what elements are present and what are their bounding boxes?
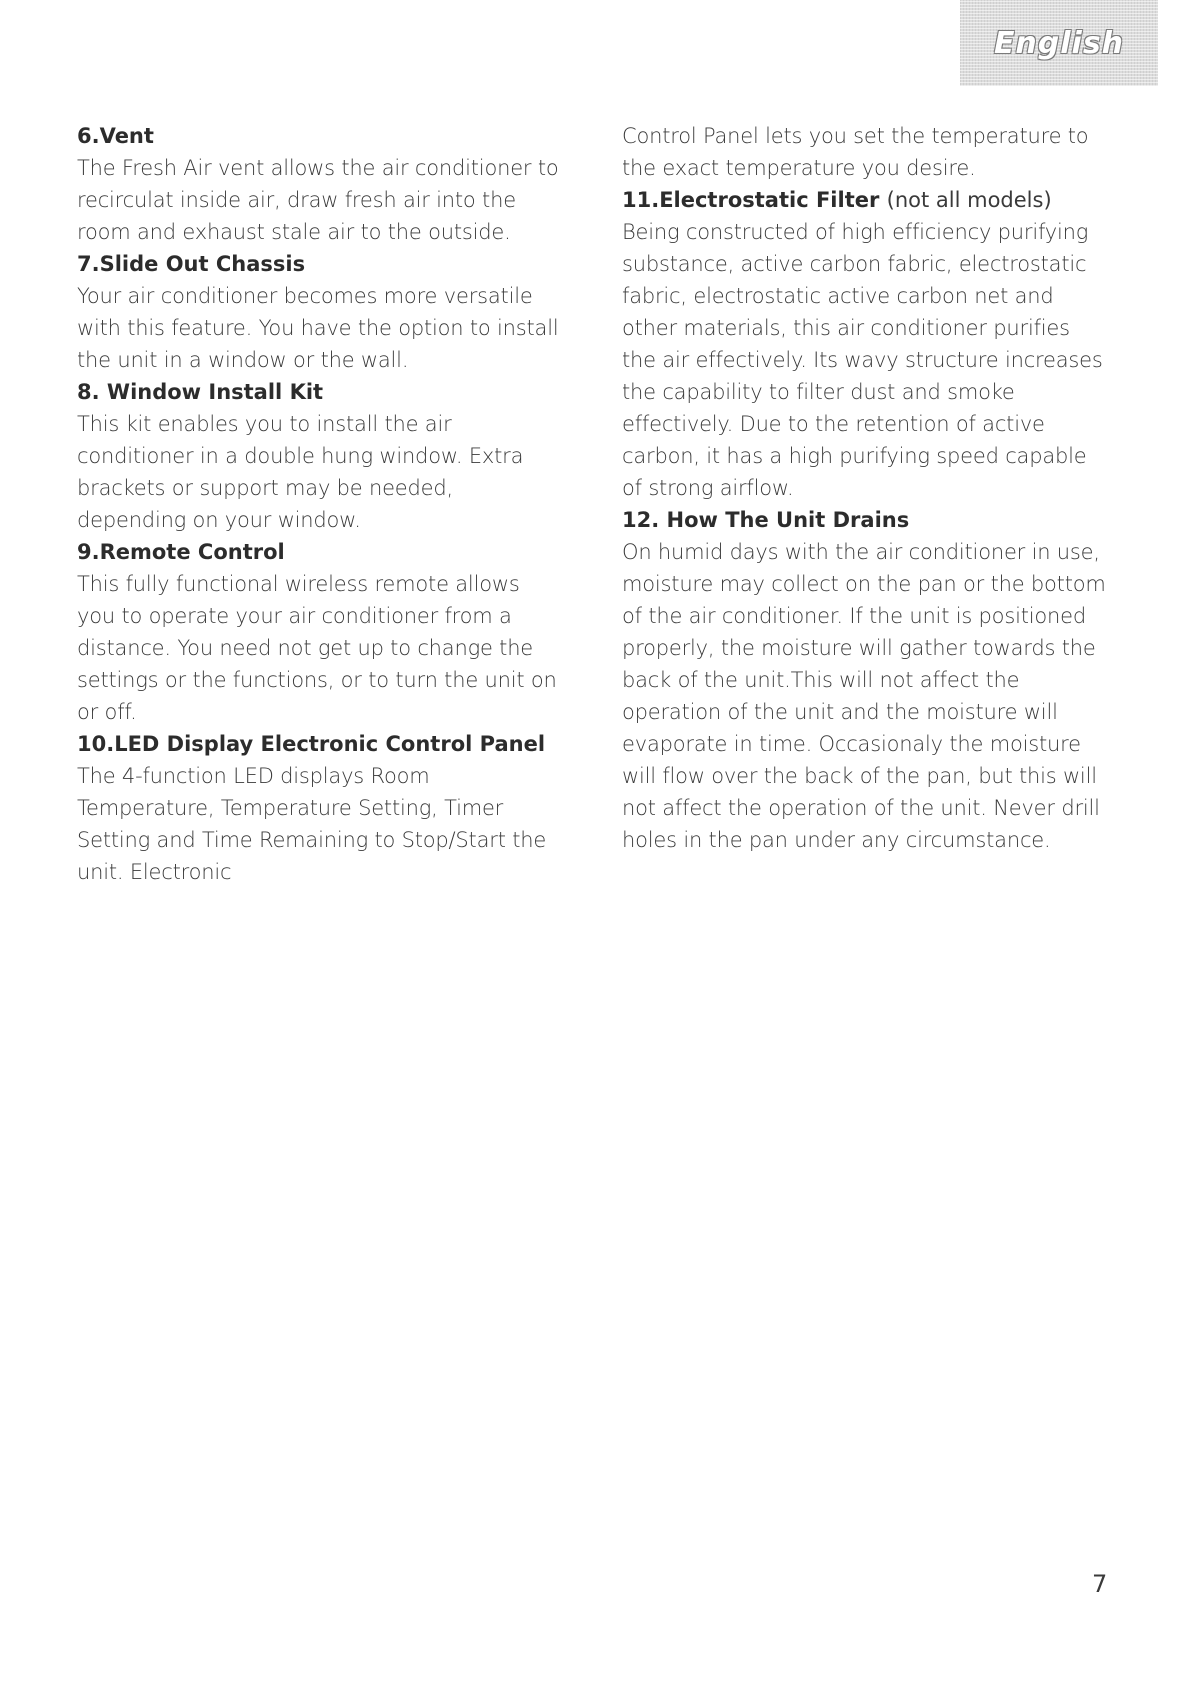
section-led-display [77,728,562,888]
section-heading-note: (not all models) [886,188,1052,212]
section-body: This fully functional wireless remote allows you to operate your air conditioner from a distance. You need not get up to change the settings or the functions, or to turn the unit on or off. [77,572,557,724]
section-how-the-unit-drains [622,504,1110,856]
section-body: On humid days with the air conditioner in use, moisture may collect on the pan or the bottom of the air conditioner. If the unit is positioned properly, the moisture will gather towards the back of the unit.This will not affect the operation of the unit and the moisture will evaporate in time. Occasionaly the moisture will flow over the back of the pan, but this will not affect the operation of the unit. Never drill holes in the pan under any circumstance. [622,540,1106,852]
left-column [77,120,562,888]
page-number: 7 [1092,1570,1108,1598]
section-heading: 7.Slide Out Chassis [77,252,306,276]
language-tab [960,0,1158,86]
section-body: Being constructed of high efficiency purifying substance, active carbon fabric, electrostatic fabric, electrostatic active carbon net and other materials, this air conditioner purifies the air effectively. Its wavy structure increases the capability to filter dust and smoke effectively. Due to the retention of active carbon, it has a high purifying speed capable of strong airflow. [622,220,1103,500]
section-body: Your air conditioner becomes more versatile with this feature. You have the option to install the unit in a window or the wall. [77,284,559,372]
section-remote-control [77,536,562,728]
section-heading: 10.LED Display Electronic Control Panel [77,732,546,756]
section-vent [77,120,562,248]
section-heading: 6.Vent [77,124,154,148]
section-heading: 8. Window Install Kit [77,380,324,404]
section-electrostatic-filter [622,184,1110,504]
continuation-text: Control Panel lets you set the temperature to the exact temperature you desire. [622,124,1089,180]
section-heading: 12. How The Unit Drains [622,508,910,532]
section-body: This kit enables you to install the air conditioner in a double hung window. Extra brackets or support may be needed, depending on your window. [77,412,524,532]
section-slide-out-chassis [77,248,562,376]
section-body: The Fresh Air vent allows the air conditioner to recirculat inside air, draw fresh air into the room and exhaust stale air to the outside. [77,156,559,244]
section-window-install-kit [77,376,562,536]
section-heading: 9.Remote Control [77,540,285,564]
right-column [622,120,1110,856]
section-body: The 4-function LED displays Room Temperature, Temperature Setting, Timer Setting and Time Remaining to Stop/Start the unit. Electronic [77,764,547,884]
section-heading [622,184,1110,216]
section-heading-text: 11.Electrostatic Filter [622,188,880,212]
language-label: English [993,25,1125,61]
